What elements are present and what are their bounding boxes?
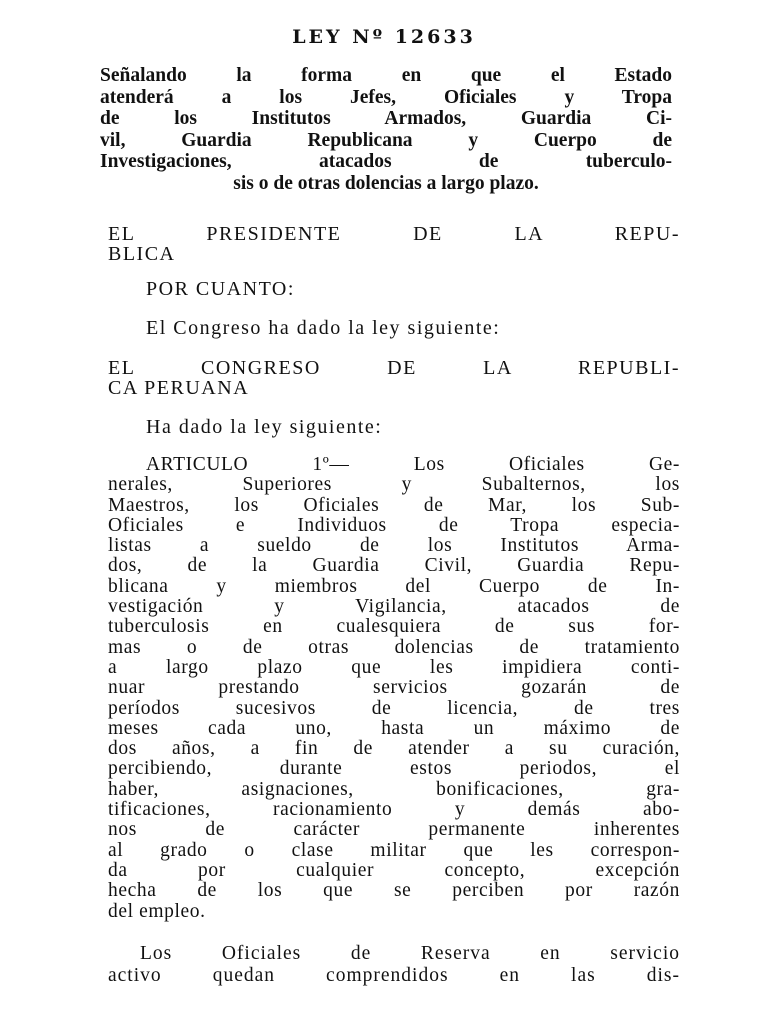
- summary-line: de los Institutos Armados, Guardia Ci-: [100, 108, 672, 129]
- article-line: Oficiales e Individuos de Tropa especia-: [108, 514, 680, 536]
- heading-line: BLICA: [108, 243, 176, 265]
- heading-line: EL CONGRESO DE LA REPUBLI-: [108, 357, 680, 379]
- article-line: nerales, Superiores y Subalternos, los: [108, 474, 680, 496]
- law-title: LEY Nº 12633: [292, 26, 476, 48]
- president-heading: [108, 224, 680, 264]
- heading-line: EL PRESIDENTE DE LA REPU-: [108, 223, 680, 245]
- article-line: da por cualquier concepto, excepción: [108, 859, 680, 881]
- por-cuanto-heading: [108, 279, 680, 299]
- article-line: Maestros, los Oficiales de Mar, los Sub-: [108, 494, 680, 516]
- reserva-line: Los Oficiales de Reserva en servicio: [140, 943, 680, 964]
- article-line: a largo plazo que les impidiera conti-: [108, 656, 680, 678]
- congreso-statement: [108, 318, 680, 338]
- article-line: tificaciones, racionamiento y demás abo-: [108, 799, 680, 821]
- summary-line: sis o de otras dolencias a largo plazo.: [233, 172, 539, 194]
- article-line: dos años, a fin de atender a su curación,: [108, 738, 680, 760]
- article-line: vestigación y Vigilancia, atacados de: [108, 596, 680, 618]
- article-line: listas a sueldo de los Institutos Arma-: [108, 535, 680, 557]
- summary-line: vil, Guardia Republicana y Cuerpo de: [100, 129, 672, 151]
- article-line: períodos sucesivos de licencia, de tres: [108, 697, 680, 719]
- article-line: tuberculosis en cualesquiera de sus for-: [108, 616, 680, 638]
- article-line: nos de carácter permanente inherentes: [108, 819, 680, 841]
- ha-dado-line: Ha dado la ley siguiente:: [146, 416, 383, 438]
- heading-line: CA PERUANA: [108, 377, 250, 399]
- por-cuanto-line: POR CUANTO:: [146, 278, 295, 300]
- article-line: percibiendo, durante estos periodos, el: [108, 758, 680, 780]
- article-line: al grado o clase militar que les correspon-: [108, 839, 680, 861]
- article-line: meses cada uno, hasta un máximo de: [108, 717, 680, 739]
- article-line: del empleo.: [108, 900, 206, 922]
- summary-line: Investigaciones, atacados de tuberculo-: [100, 151, 672, 172]
- congreso-heading: [108, 358, 680, 398]
- law-summary: [100, 65, 672, 194]
- reserva-paragraph: [108, 943, 680, 987]
- ha-dado-line-block: [108, 417, 680, 437]
- summary-line: Señalando la forma en que el Estado: [100, 65, 672, 86]
- summary-line: atenderá a los Jefes, Oficiales y Tropa: [100, 86, 672, 108]
- article-line: haber, asignaciones, bonificaciones, gra-: [108, 778, 680, 800]
- article-line: ARTICULO 1º— Los Oficiales Ge-: [146, 454, 680, 475]
- article-line: blicana y miembros del Cuerpo de In-: [108, 575, 680, 597]
- article-1: [108, 455, 680, 922]
- article-line: dos, de la Guardia Civil, Guardia Repu-: [108, 555, 680, 577]
- article-line: mas o de otras dolencias de tratamiento: [108, 636, 680, 658]
- congreso-line: El Congreso ha dado la ley siguiente:: [146, 317, 501, 339]
- reserva-line: activo quedan comprendidos en las dis-: [108, 965, 680, 986]
- article-line: hecha de los que se perciben por razón: [108, 880, 680, 902]
- article-line: nuar prestando servicios gozarán de: [108, 677, 680, 699]
